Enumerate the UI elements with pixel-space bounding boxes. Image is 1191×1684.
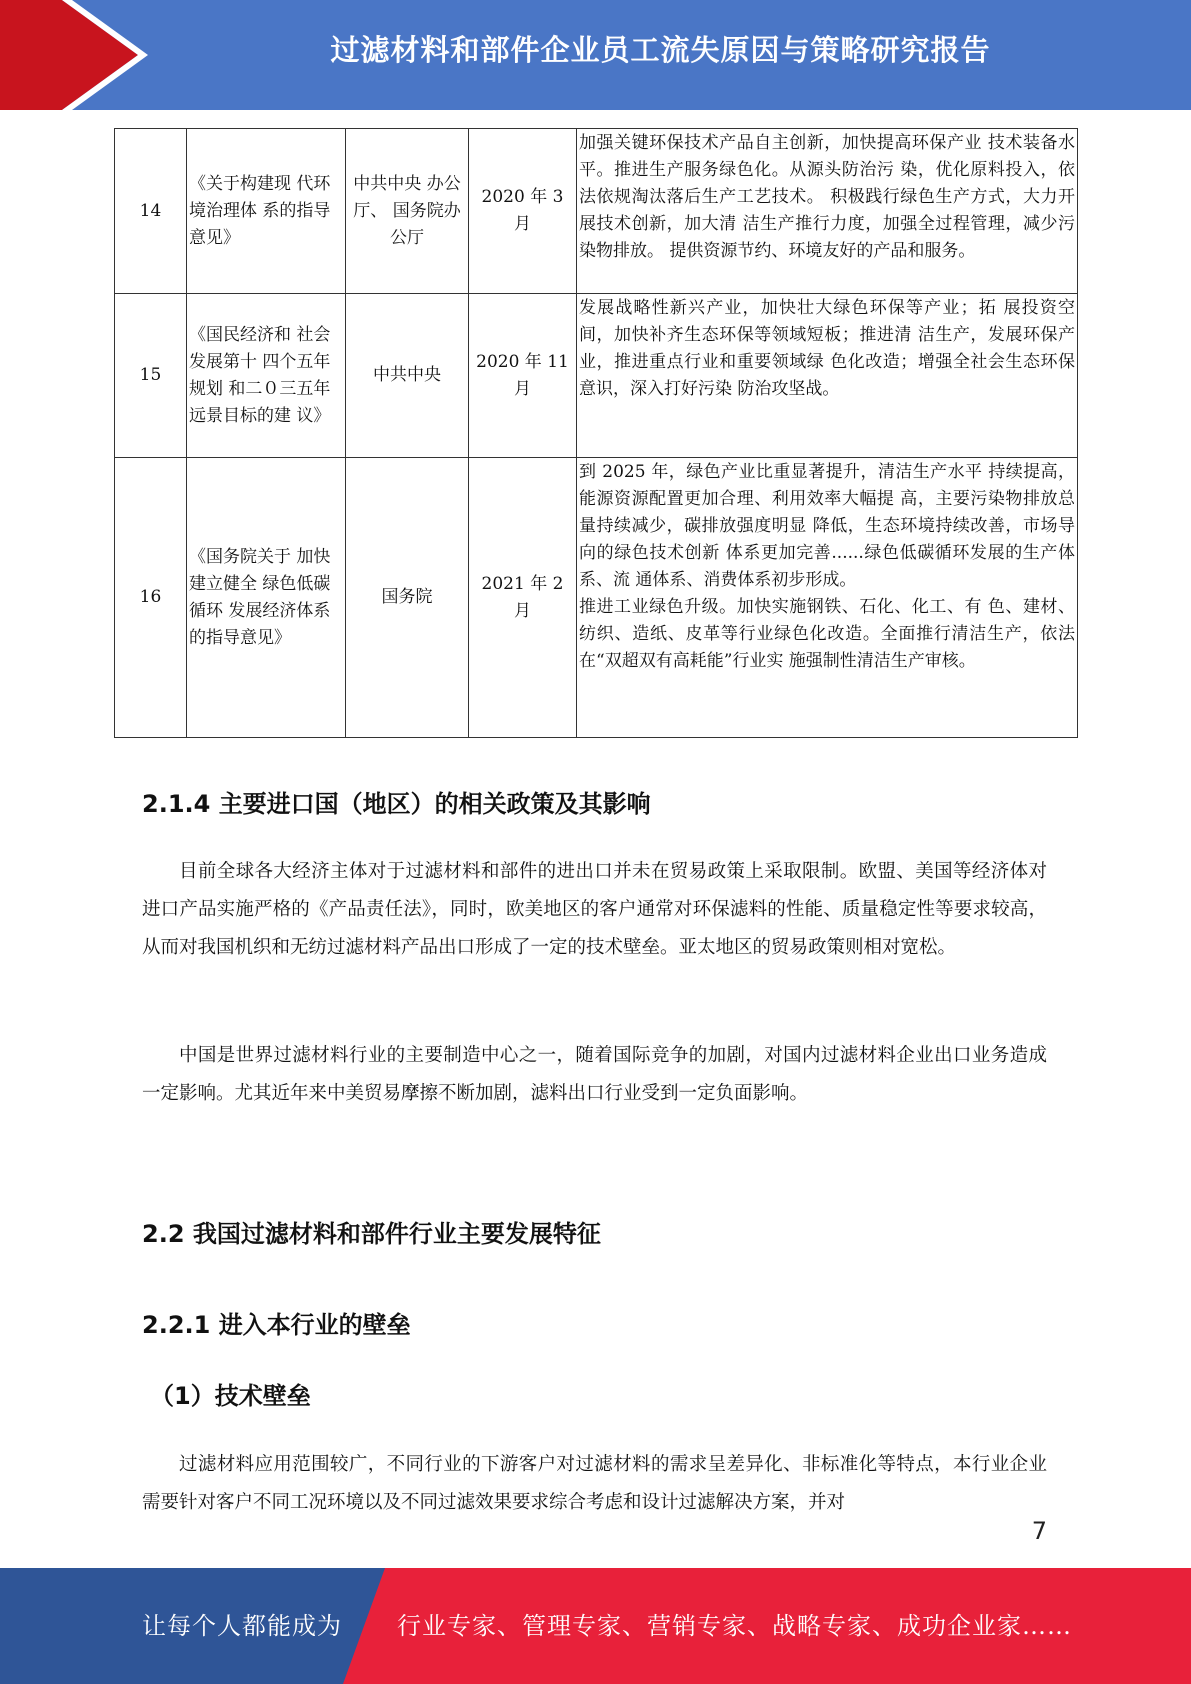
table-row [115, 458, 1078, 738]
row-number: 15 [115, 294, 187, 458]
policy-name: 《关于构建现 代环境治理体 系的指导意见》 [187, 129, 346, 294]
row-number: 14 [115, 129, 187, 294]
footer-slogan-right: 行业专家、管理专家、营销专家、战略专家、成功企业家…… [397, 1612, 1072, 1640]
policy-name: 《国务院关于 加快建立健全 绿色低碳循环 发展经济体系 的指导意见》 [187, 458, 346, 738]
policy-content: 加强关键环保技术产品自主创新，加快提高环保产业 技术装备水平。推进生产服务绿色化。从源头防治污 染，优化原料投入，依法依规淘汰落后生产工艺技术。 积极践行绿色生产方式，大力开展技术创新，加大清 洁生产推行力度，加强全过程管理，减少污染物排放。 提供资源节约、环境友好的产品和服务。 [577, 129, 1078, 294]
issue-date: 2021 年 2 月 [469, 458, 577, 738]
policy-content [577, 458, 1078, 738]
footer-slogan-left: 让每个人都能成为 [142, 1612, 342, 1640]
issuer: 中共中央 [346, 294, 469, 458]
paragraph-import-policy: 目前全球各大经济主体对于过滤材料和部件的进出口并未在贸易政策上采取限制。欧盟、美国等经济体对进口产品实施严格的《产品责任法》，同时，欧美地区的客户通常对环保滤料的性能、质量稳定性等要求较高，从而对我国机织和无纺过滤材料产品出口形成了一定的技术壁垒。亚太地区的贸易政策则相对宽松。 [142, 861, 1047, 958]
page-number: 7 [1031, 1517, 1047, 1545]
header-arrow-decoration [0, 0, 150, 110]
issuer: 国务院 [346, 458, 469, 738]
page-header [0, 0, 1191, 110]
policy-content: 发展战略性新兴产业，加快壮大绿色环保等产业；拓 展投资空间，加快补齐生态环保等领域短板；推进清 洁生产，发展环保产业，推进重点行业和重要领域绿 色化改造；增强全社会生态环保意识，深入打好污染 防治攻坚战。 [577, 294, 1078, 458]
section-heading-2-2-1: 2.2.1 进入本行业的壁垒 [142, 1311, 411, 1339]
table-row [115, 129, 1078, 294]
page-footer [0, 1568, 1191, 1684]
issue-date: 2020 年 3 月 [469, 129, 577, 294]
report-title: 过滤材料和部件企业员工流失原因与策略研究报告 [330, 33, 991, 67]
table-row [115, 294, 1078, 458]
policy-content-part2: 推进工业绿色升级。加快实施钢铁、石化、化工、有 色、建材、纺织、造纸、皮革等行业绿色化改造。全面推行清洁生产，依法在“双超双有高耗能”行业实 施强制性清洁生产审核。 [579, 597, 1075, 671]
issuer: 中共中央 办公厅、 国务院办 公厅 [346, 129, 469, 294]
paragraph-china-export: 中国是世界过滤材料行业的主要制造中心之一，随着国际竞争的加剧，对国内过滤材料企业出口业务造成一定影响。尤其近年来中美贸易摩擦不断加剧，滤料出口行业受到一定负面影响。 [142, 1045, 1047, 1104]
section-heading-2-2: 2.2 我国过滤材料和部件行业主要发展特征 [142, 1220, 601, 1248]
paragraph-tech-barrier: 过滤材料应用范围较广，不同行业的下游客户对过滤材料的需求呈差异化、非标准化等特点，本行业企业需要针对客户不同工况环境以及不同过滤效果要求综合考虑和设计过滤解决方案，并对 [142, 1454, 1047, 1513]
subheading-tech-barrier: （1）技术壁垒 [150, 1382, 311, 1410]
policy-content-part1: 到 2025 年，绿色产业比重显著提升，清洁生产水平 持续提高，能源资源配置更加合理、利用效率大幅提 高，主要污染物排放总量持续减少，碳排放强度明显 降低，生态环境持续改善，市场导向的绿色技术创新 体系更加完善......绿色低碳循环发展的生产体系、流 通体系、消费体系初步形成。 [579, 462, 1075, 590]
section-heading-2-1-4: 2.1.4 主要进口国（地区）的相关政策及其影响 [142, 790, 651, 818]
policy-table [114, 128, 1078, 738]
issue-date: 2020 年 11 月 [469, 294, 577, 458]
row-number: 16 [115, 458, 187, 738]
policy-name: 《国民经济和 社会发展第十 四个五年规划 和二０三五年 远景目标的建 议》 [187, 294, 346, 458]
